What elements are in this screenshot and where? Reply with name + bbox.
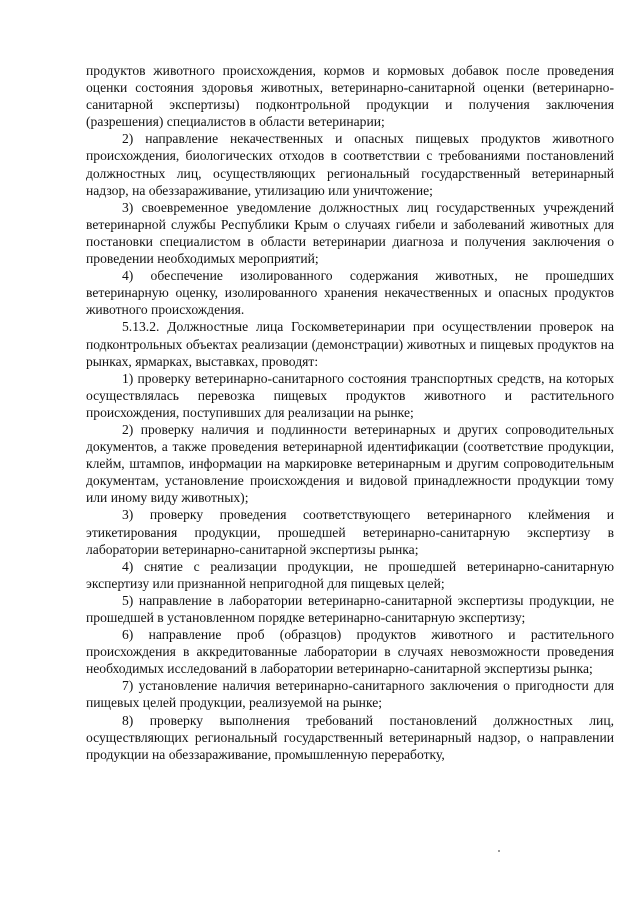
scan-speck: [498, 850, 500, 852]
paragraph-continuation: продуктов животного происхождения, кормов и кормовых добавок после проведения оценки состояния здоровья животных, ветеринарно-санитарной оценки (ветеринарно-санитарной экспертизы) подконтрольной продукции и получения заключения (разрешения) специалистов в области ветеринарии;: [86, 63, 614, 130]
paragraph-section-5-13-2: 5.13.2. Должностные лица Госкомветеринарии при осуществлении проверок на подконтрольных объектах реализации (демонстрации) животных и пищевых продуктов на рынках, ярмарках, выставках, проводят:: [86, 319, 614, 369]
paragraph-check-7: 7) установление наличия ветеринарно-санитарного заключения о пригодности для пищевых целей продукции, реализуемой на рынке;: [86, 678, 614, 711]
paragraph-item-3: 3) своевременное уведомление должностных лиц государственных учреждений ветеринарной службы Республики Крым о случаях гибели и заболеваний животных для постановки специалистом в области ветеринарии диагноза и получения заключения о проведении необходимых мероприятий;: [86, 199, 614, 267]
paragraph-check-2: 2) проверку наличия и подлинности ветеринарных и других сопроводительных документов, а также проведения ветеринарной идентификации (соответствие продукции, клейм, штампов, информации на маркировке ветеринарным и другим сопроводительным документам, установление происхождения и видовой принадлежности продукции тому или иному виду животных);: [86, 421, 614, 506]
paragraph-check-4: 4) снятие с реализации продукции, не прошедшей ветеринарно-санитарную экспертизу или признанной непригодной для пищевых целей;: [86, 558, 614, 591]
paragraph-check-8: 8) проверку выполнения требований постановлений должностных лиц, осуществляющих региональный государственный ветеринарный надзор, о направлении продукции на обеззараживание, промышленную переработку,: [86, 712, 614, 762]
paragraph-check-1: 1) проверку ветеринарно-санитарного состояния транспортных средств, на которых осуществлялась перевозка пищевых продуктов животного и растительного происхождения, поступивших для реализации на рынке;: [86, 370, 614, 420]
paragraph-item-4: 4) обеспечение изолированного содержания животных, не прошедших ветеринарную оценку, изолированного хранения некачественных и опасных продуктов животного происхождения.: [86, 268, 614, 318]
paragraph-check-6: 6) направление проб (образцов) продуктов животного и растительного происхождения в аккредитованные лаборатории в случаях невозможности проведения необходимых исследований в лаборатории ветеринарно-санитарной экспертизы рынка;: [86, 627, 614, 677]
paragraph-item-2: 2) направление некачественных и опасных пищевых продуктов животного происхождения, биологических отходов в соответствии с требованиями постановлений должностных лиц, осуществляющих региональный государственный ветеринарный надзор, на обеззараживание, утилизацию или уничтожение;: [86, 131, 614, 198]
paragraph-check-3: 3) проверку проведения соответствующего ветеринарного клеймения и этикетирования продукции, прошедшей ветеринарно-санитарную экспертизу в лаборатории ветеринарно-санитарной экспертизы рынка;: [86, 507, 614, 557]
document-page: [86, 62, 614, 763]
paragraph-check-5: 5) направление в лаборатории ветеринарно-санитарной экспертизы продукции, не прошедшей в установленном порядке ветеринарно-санитарную экспертизу;: [86, 592, 614, 625]
